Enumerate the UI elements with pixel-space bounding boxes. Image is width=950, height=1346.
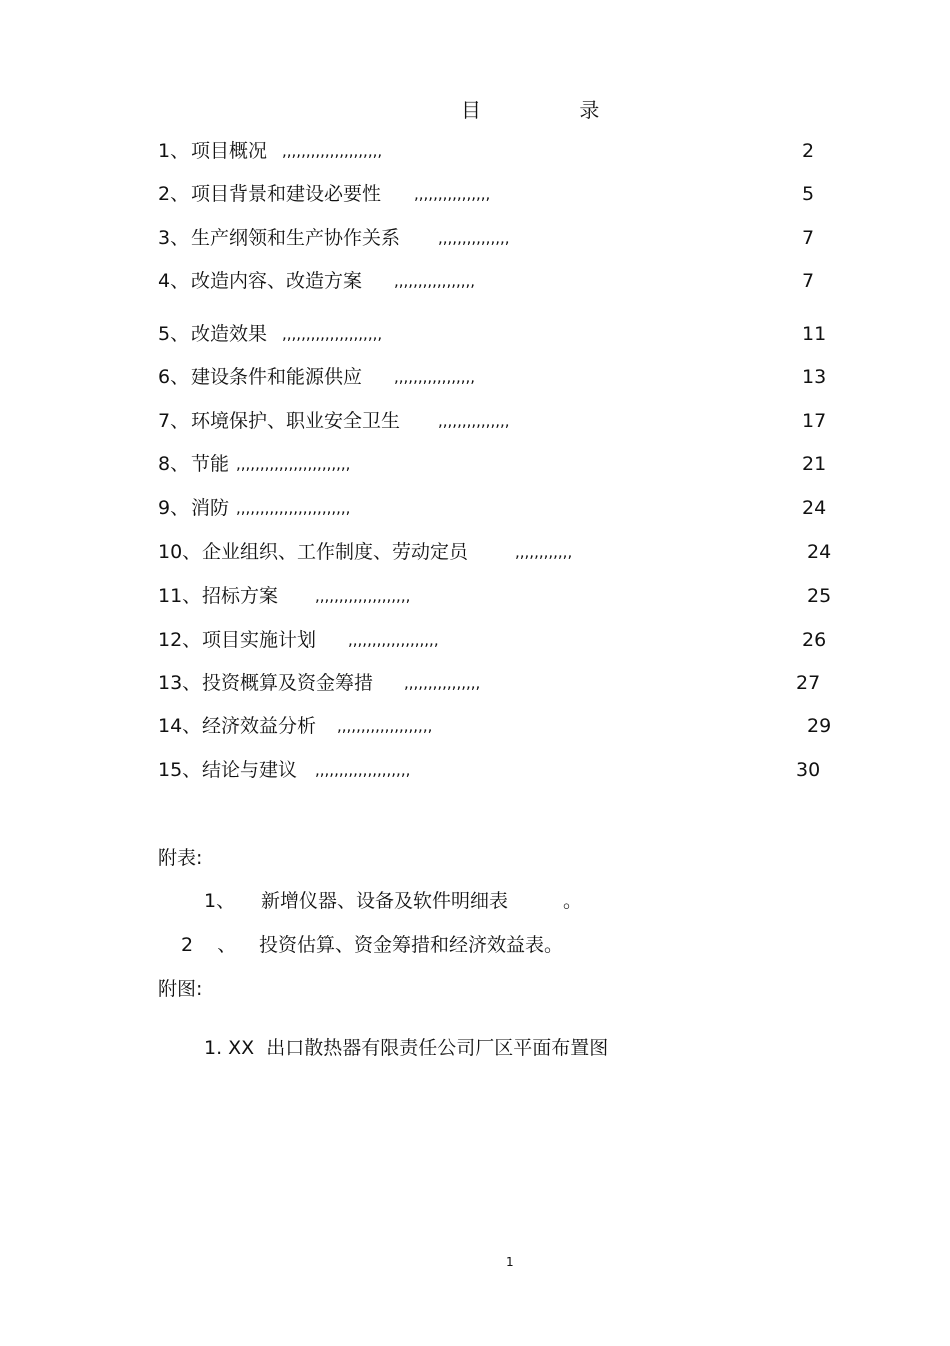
toc-title: 招标方案 — [202, 585, 279, 607]
toc-leader: ,,,,,,,,,,,,,,,, — [404, 674, 481, 692]
toc-leader: ,,,,,,,,,,,,,,,,,,,,,,,, — [236, 455, 351, 473]
toc-leader: ,,,,,,,,,,,,,,,,, — [394, 368, 476, 386]
toc-page: 7 — [802, 227, 815, 249]
toc-leader: ,,,,,,,,,,,,,,,,, — [394, 272, 476, 290]
attached-table-title: 新增仪器、设备及软件明细表 — [261, 890, 509, 912]
toc-page: 13 — [802, 366, 827, 388]
toc-page: 2 — [802, 140, 815, 162]
toc-page: 11 — [802, 323, 827, 345]
toc-entry[interactable] — [0, 269, 950, 295]
attached-table-suffix: 。 — [563, 890, 583, 912]
toc-number: 9、 — [158, 497, 190, 519]
toc-number: 10、 — [158, 541, 202, 563]
attached-table-item[interactable] — [204, 889, 583, 913]
toc-title: 投资概算及资金筹措 — [202, 672, 374, 694]
toc-number: 15、 — [158, 759, 202, 781]
toc-entry[interactable] — [0, 496, 950, 522]
toc-page: 7 — [802, 270, 815, 292]
attached-table-item[interactable] — [181, 933, 564, 957]
toc-leader: ,,,,,,,,,,,,,,,,,,,,, — [282, 325, 383, 343]
toc-leader: ,,,,,,,,,,,,,,, — [438, 229, 510, 247]
toc-number: 7、 — [158, 410, 190, 432]
toc-page: 30 — [796, 759, 821, 781]
toc-page: 29 — [807, 715, 832, 737]
toc-number: 3、 — [158, 227, 190, 249]
toc-leader: ,,,,,,,,,,,, — [515, 543, 573, 561]
toc-leader: ,,,,,,,,,,,,,,,,,,,,,,,, — [236, 499, 351, 517]
toc-leader: ,,,,,,,,,,,,,,, — [438, 412, 510, 430]
toc-title: 生产纲领和生产协作关系 — [191, 227, 401, 249]
toc-number: 11、 — [158, 585, 202, 607]
attached-tables-label: 附表: — [158, 847, 203, 869]
toc-page: 24 — [802, 497, 827, 519]
toc-leader: ,,,,,,,,,,,,,,,,,,,, — [315, 587, 411, 605]
attached-figure-item[interactable]: 1. XX 出口散热器有限责任公司厂区平面布置图 — [204, 1037, 609, 1059]
toc-title: 项目背景和建设必要性 — [191, 183, 382, 205]
toc-entry[interactable] — [0, 322, 950, 348]
toc-title: 节能 — [191, 453, 230, 475]
toc-entry[interactable] — [0, 139, 950, 165]
toc-title: 消防 — [191, 497, 230, 519]
toc-title: 企业组织、工作制度、劳动定员 — [202, 541, 469, 563]
toc-entry[interactable] — [0, 714, 950, 740]
toc-title: 改造效果 — [191, 323, 268, 345]
toc-entry[interactable] — [0, 671, 950, 697]
page-number: 1 — [506, 1255, 514, 1269]
attached-table-number: 2 、 — [181, 934, 237, 956]
toc-number: 1、 — [158, 140, 190, 162]
toc-number: 2、 — [158, 183, 190, 205]
toc-title: 项目概况 — [191, 140, 268, 162]
toc-number: 14、 — [158, 715, 202, 737]
toc-number: 13、 — [158, 672, 202, 694]
toc-leader: ,,,,,,,,,,,,,,,,,,,, — [337, 717, 433, 735]
toc-number: 8、 — [158, 453, 190, 475]
toc-page: 24 — [807, 541, 832, 563]
toc-leader: ,,,,,,,,,,,,,,,,,,,,, — [282, 142, 383, 160]
toc-title: 项目实施计划 — [202, 629, 317, 651]
toc-page: 27 — [796, 672, 821, 694]
attached-table-number: 1、 — [204, 890, 236, 912]
toc-number: 12、 — [158, 629, 202, 651]
toc-number: 4、 — [158, 270, 190, 292]
attached-table-title: 投资估算、资金筹措和经济效益表。 — [259, 934, 564, 956]
toc-entry[interactable] — [0, 452, 950, 478]
toc-entry[interactable] — [0, 409, 950, 435]
toc-leader: ,,,,,,,,,,,,,,,,,,, — [348, 631, 439, 649]
toc-title: 经济效益分析 — [202, 715, 317, 737]
attached-figures-label: 附图: — [158, 978, 203, 1000]
toc-entry[interactable] — [0, 758, 950, 784]
toc-entry[interactable] — [0, 226, 950, 252]
toc-entry[interactable] — [0, 540, 950, 566]
toc-page: 17 — [802, 410, 827, 432]
toc-leader: ,,,,,,,,,,,,,,,, — [414, 185, 491, 203]
toc-page: 21 — [802, 453, 827, 475]
toc-leader: ,,,,,,,,,,,,,,,,,,,, — [315, 761, 411, 779]
toc-entry[interactable] — [0, 584, 950, 610]
toc-page: 25 — [807, 585, 832, 607]
toc-title: 改造内容、改造方案 — [191, 270, 363, 292]
page-title: 目 录 — [461, 98, 646, 122]
toc-entry[interactable] — [0, 182, 950, 208]
toc-number: 5、 — [158, 323, 190, 345]
toc-entry[interactable] — [0, 365, 950, 391]
toc-title: 建设条件和能源供应 — [191, 366, 363, 388]
toc-number: 6、 — [158, 366, 190, 388]
toc-page: 5 — [802, 183, 815, 205]
toc-entry[interactable] — [0, 628, 950, 654]
toc-title: 环境保护、职业安全卫生 — [191, 410, 401, 432]
toc-page: 26 — [802, 629, 827, 651]
toc-title: 结论与建议 — [202, 759, 298, 781]
